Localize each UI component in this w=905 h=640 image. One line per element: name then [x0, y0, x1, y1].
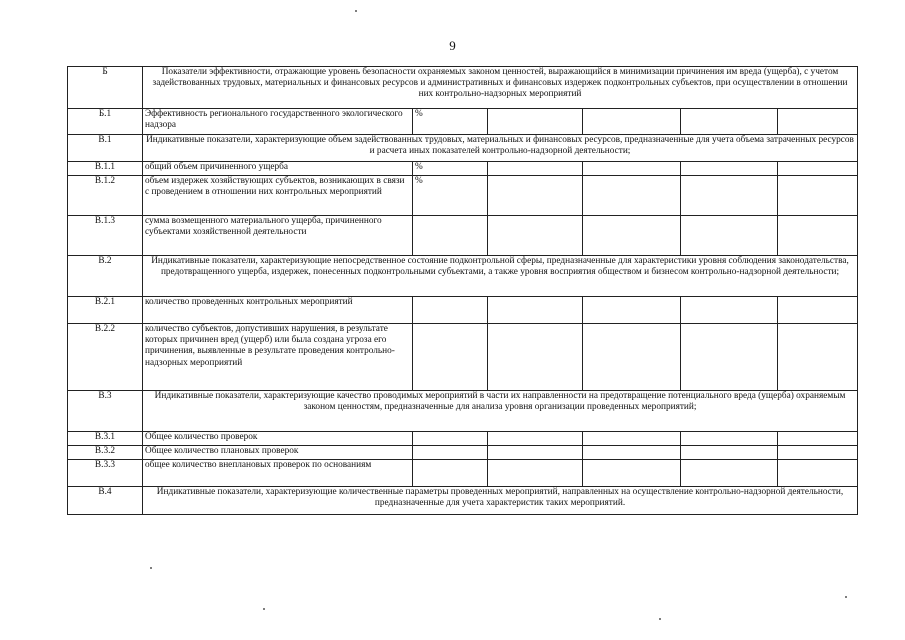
value-cell	[681, 109, 778, 135]
row-unit	[413, 297, 488, 324]
table-row	[68, 256, 858, 297]
row-code: Б	[68, 67, 143, 109]
value-cell	[583, 162, 681, 176]
value-cell	[778, 324, 858, 391]
table-row	[68, 487, 858, 515]
value-cell	[488, 162, 583, 176]
table-row	[68, 162, 858, 176]
value-cell	[488, 216, 583, 256]
row-unit	[413, 432, 488, 446]
value-cell	[681, 446, 778, 460]
row-code: В.3.1	[68, 432, 143, 446]
row-name: Общее количество проверок	[143, 432, 413, 446]
value-cell	[778, 446, 858, 460]
row-code: В.2.2	[68, 324, 143, 391]
table-row	[68, 460, 858, 487]
row-code: В.2	[68, 256, 143, 297]
value-cell	[681, 460, 778, 487]
row-name: Эффективность регионального государственного экологического надзора	[143, 109, 413, 135]
row-code: В.3.2	[68, 446, 143, 460]
value-cell	[583, 324, 681, 391]
row-name: объем издержек хозяйствующих субъектов, возникающих в связи с проведением в отношении них контрольных мероприятий	[143, 176, 413, 216]
section-text: Индикативные показатели, характеризующие объем задействованных трудовых, материальных и финансовых ресурсов, предназначенные для учета объема затраченных ресурсов и расчета иных показателей контрольно-надзорной деятельности;	[143, 135, 858, 162]
value-cell	[583, 446, 681, 460]
value-cell	[778, 432, 858, 446]
value-cell	[583, 297, 681, 324]
row-code: В.2.1	[68, 297, 143, 324]
row-name: общее количество внеплановых проверок по основаниям	[143, 460, 413, 487]
row-code: В.3.3	[68, 460, 143, 487]
row-unit	[413, 324, 488, 391]
value-cell	[778, 460, 858, 487]
table-row	[68, 176, 858, 216]
scan-speck	[150, 567, 152, 569]
row-name: общий объем причиненного ущерба	[143, 162, 413, 176]
row-unit: %	[413, 109, 488, 135]
row-code: Б.1	[68, 109, 143, 135]
row-unit	[413, 460, 488, 487]
table-row	[68, 67, 858, 109]
value-cell	[681, 162, 778, 176]
table-row	[68, 109, 858, 135]
value-cell	[488, 176, 583, 216]
indicators-table	[67, 66, 858, 515]
section-text: Показатели эффективности, отражающие уровень безопасности охраняемых законом ценностей, выражающийся в минимизации причинения им вреда (ущерба), с учетом задействованных трудовых, материальных и финансовых ресурсов и административных и финансовых издержек подконтрольных субъектов, при осуществлении в отношении них контрольно-надзорных мероприятий	[143, 67, 858, 109]
table-row	[68, 216, 858, 256]
table-row	[68, 446, 858, 460]
value-cell	[583, 176, 681, 216]
row-code: В.1.3	[68, 216, 143, 256]
value-cell	[681, 297, 778, 324]
section-text: Индикативные показатели, характеризующие количественные параметры проведенных мероприятий, направленных на осуществление контрольно-надзорной деятельности, предназначенные для учета характеристик таких мероприятий.	[143, 487, 858, 515]
row-unit	[413, 216, 488, 256]
value-cell	[488, 460, 583, 487]
value-cell	[583, 432, 681, 446]
value-cell	[681, 176, 778, 216]
section-text: Индикативные показатели, характеризующие качество проводимых мероприятий в части их направленности на предотвращение потенциального вреда (ущерба) охраняемым законом ценностям, предназначенные для анализа уровня организации проведенных мероприятий;	[143, 391, 858, 432]
table-row	[68, 297, 858, 324]
value-cell	[778, 109, 858, 135]
value-cell	[488, 297, 583, 324]
page-number: 9	[449, 38, 456, 53]
table-row	[68, 432, 858, 446]
scan-speck	[355, 10, 357, 12]
table-row	[68, 324, 858, 391]
value-cell	[778, 216, 858, 256]
row-unit: %	[413, 162, 488, 176]
scan-speck	[845, 596, 847, 598]
value-cell	[778, 162, 858, 176]
value-cell	[681, 432, 778, 446]
table-row	[68, 135, 858, 162]
row-unit	[413, 446, 488, 460]
row-name: количество субъектов, допустивших нарушения, в результате которых причинен вред (ущерб) или была создана угроза его причинения, выявленные в результате проведения контрольно-надзорных мероприятий	[143, 324, 413, 391]
value-cell	[488, 432, 583, 446]
row-code: В.3	[68, 391, 143, 432]
value-cell	[488, 446, 583, 460]
section-text: Индикативные показатели, характеризующие непосредственное состояние подконтрольной сферы, предназначенные для характеристики уровня соблюдения законодательства, предотвращенного ущерба, издержек, понесенных подконтрольными субъектами, а также уровня восприятия обществом и бизнесом контрольно-надзорной деятельности;	[143, 256, 858, 297]
value-cell	[681, 324, 778, 391]
table-row	[68, 391, 858, 432]
scan-speck	[263, 608, 265, 610]
row-code: В.4	[68, 487, 143, 515]
value-cell	[583, 216, 681, 256]
row-name: сумма возмещенного материального ущерба, причиненного субъектами хозяйственной деятельности	[143, 216, 413, 256]
scan-speck	[659, 618, 661, 620]
value-cell	[583, 109, 681, 135]
row-code: В.1	[68, 135, 143, 162]
value-cell	[583, 460, 681, 487]
row-unit: %	[413, 176, 488, 216]
value-cell	[681, 216, 778, 256]
row-code: В.1.2	[68, 176, 143, 216]
row-name: количество проведенных контрольных мероприятий	[143, 297, 413, 324]
row-code: В.1.1	[68, 162, 143, 176]
value-cell	[488, 324, 583, 391]
value-cell	[778, 297, 858, 324]
value-cell	[778, 176, 858, 216]
value-cell	[488, 109, 583, 135]
row-name: Общее количество плановых проверок	[143, 446, 413, 460]
